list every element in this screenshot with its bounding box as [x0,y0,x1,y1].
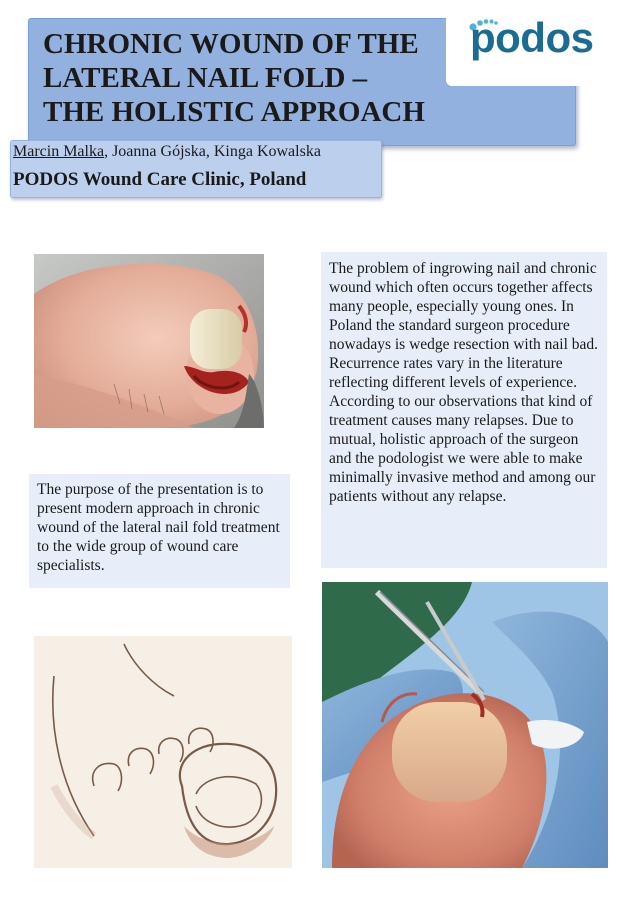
purpose-text: The purpose of the presentation is to present modern approach in chronic wound of the lateral nail fold treatment to the wide group of wound care specialists. [37,481,280,574]
surgical-procedure-photo [322,582,608,868]
title-line-1: CHRONIC WOUND OF THE [43,28,419,60]
problem-textbox [321,252,607,568]
title-line-3: THE HOLISTIC APPROACH [43,96,425,128]
authors-line [13,143,321,161]
podos-logo [446,8,626,86]
authors-banner [10,140,382,198]
title-line-2: LATERAL NAIL FOLD – [43,62,368,94]
clinic-name: PODOS Wound Care Clinic, Poland [13,169,307,190]
problem-text: The problem of ingrowing nail and chronic wound which often occurs together affects many people, especially young ones. In Poland the standard surgeon procedure nowadays is wedge resection with nail bad. Recurrence rates vary in the literature reflecting different levels of experience. According to our observations that kind of treatment causes many relapses. Due to mutual, holistic approach of the surgeon and the podologist we were able to make minimally invasive method and among our patients without any relapse. [329,260,599,505]
page-title [43,27,425,129]
toe-wound-photo [34,254,264,428]
purpose-textbox [29,474,290,588]
foot-sketch-illustration [34,636,292,868]
other-authors: , Joanna Gójska, Kinga Kowalska [104,143,321,160]
first-author: Marcin Malka [13,143,105,160]
logo-wordmark: podos [470,14,594,61]
